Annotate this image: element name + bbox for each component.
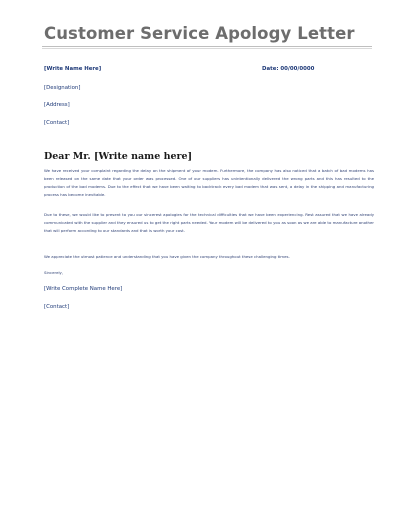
sender-name-field: [Write Name Here] — [44, 66, 102, 72]
salutation: Dear Mr. [Write name here] — [44, 151, 193, 162]
title-divider-secondary — [42, 48, 372, 49]
date-field: Date: 00/00/0000 — [262, 66, 315, 72]
contact-field: [Contact] — [44, 120, 70, 126]
complete-name-field: [Write Complete Name Here] — [44, 286, 123, 292]
page-title: Customer Service Apology Letter — [44, 24, 355, 43]
closing-text: Sincerely, — [44, 270, 64, 275]
designation-field: [Designation] — [44, 85, 81, 91]
title-divider — [42, 46, 372, 47]
body-paragraph-1: We have received your complaint regarding the delay on the shipment of your modem. Furthermore, the company has also noticed that a batch of bad modems has been released on the same date that your order was processed. One of our suppliers has unintentionally delivered the wrong parts and this has resulted to the production of the bad modems. Due to the effect that we have been waiting to backtrack every bad modem that was sent, a delay in the shipping and manufacturing process has become inevitable. — [44, 168, 374, 197]
address-field: [Address] — [44, 102, 70, 108]
signature-contact-field: [Contact] — [44, 304, 70, 310]
body-paragraph-2: Due to these, we would like to present to you our sincerest apologies for the technical difficulties that we have been experiencing. Rest assured that we have already communicated with the supplier and they ensured us to get the right parts needed. Your modem will be delivered to you as soon as we are able to manufacture another that will perform according to our standards and that is worth your cost. — [44, 212, 374, 233]
body-paragraph-3: We appreciate the utmost patience and understanding that you have given the company throughout these challenging times. — [44, 254, 290, 259]
